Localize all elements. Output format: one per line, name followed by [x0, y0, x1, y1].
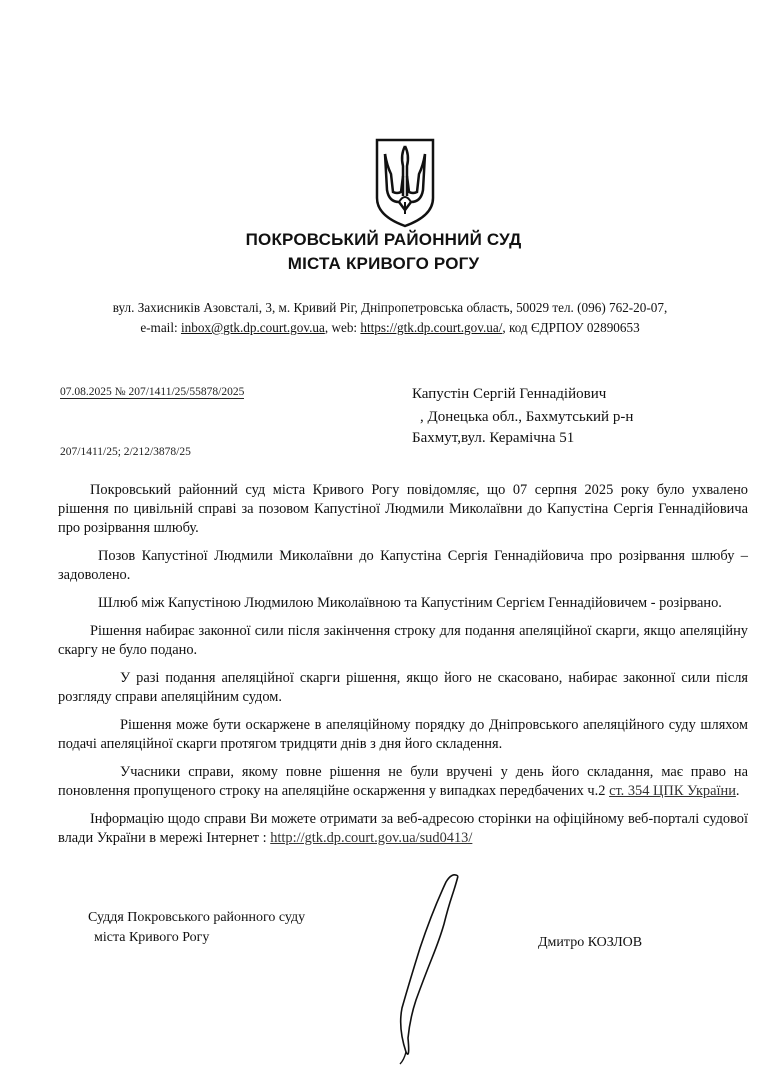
paragraph-restore-term: [58, 763, 748, 801]
paragraph-appeal-effect: У разі подання апеляційної скарги рішення, якщо його не скасовано, набирає законної сили після розгляду справи апеляційним судом.: [58, 670, 748, 705]
web-link[interactable]: https://gtk.dp.court.gov.ua/: [360, 320, 503, 335]
article-354-link[interactable]: ст. 354 ЦПК України: [609, 783, 736, 799]
trident-emblem-icon: [373, 136, 437, 228]
addressee-street: Бахмут,вул. Керамічна 51: [412, 430, 575, 446]
email-link[interactable]: inbox@gtk.dp.court.gov.ua: [180, 320, 325, 335]
letter-body: [58, 481, 748, 857]
addressee-name: Капустін Сергій Геннадійович: [412, 386, 607, 402]
paragraph-legal-force: Рішення набирає законної сили після закінчення строку для подання апеляційної скарги, якщо апеляційну скаргу не було подано.: [58, 623, 748, 658]
edrpou-code: , код ЄДРПОУ 02890653: [502, 320, 640, 335]
court-contacts: [40, 320, 740, 336]
judge-position-line1: Суддя Покровського районного суду: [88, 910, 306, 925]
court-portal-link[interactable]: http://gtk.dp.court.gov.ua/sud0413/: [270, 830, 473, 846]
paragraph-claim-granted: Позов Капустіної Людмили Миколаївни до Капустіна Сергія Геннадійовича про розірвання шлюбу – задоволено.: [58, 548, 748, 583]
handwritten-signature: [380, 868, 480, 1068]
restore-term-text: Учасники справи, якому повне рішення не були вручені у день його складання, має право на поновлення пропущеного строку на апеляційне оскарження у випадках передбачених ч.2: [58, 764, 748, 799]
paragraph-divorce: Шлюб між Капустіною Людмилою Миколаївною та Капустіним Сергієм Геннадійовичем - розірвано.: [98, 595, 722, 611]
web-prefix: , web:: [324, 320, 361, 335]
paragraph-info-portal: [58, 810, 748, 848]
info-portal-text: Інформацію щодо справи Ви можете отримати за веб-адресою сторінки на офіційному веб-порталі судової влади України в мережі Інтернет :: [58, 811, 748, 846]
court-title-line1: ПОКРОВСЬКИЙ РАЙОННИЙ СУД: [245, 230, 522, 249]
case-numbers: 207/1411/25; 2/212/3878/25: [60, 446, 191, 458]
paragraph-appeal-court: Рішення може бути оскаржене в апеляційному порядку до Дніпровського апеляційного суду шляхом подачі апеляційної скарги протягом тридцяти днів з дня його складення.: [58, 717, 748, 752]
outgoing-reference: [60, 386, 244, 398]
paragraph-decision: Покровський районний суд міста Кривого Рогу повідомляє, що 07 серпня 2025 року було ухвалено рішення по цивільній справі за позовом Капустіної Людмили Миколаївни до Капустіна Сергія Геннадійовича про розірвання шлюбу.: [58, 482, 748, 536]
addressee-region: , Донецька обл., Бахмутський р-н: [420, 409, 634, 425]
email-prefix: e-mail:: [140, 320, 181, 335]
court-address: вул. Захисників Азовсталі, 3, м. Кривий Ріг, Дніпропетровська область, 50029 тел. (096) 762-20-07,: [112, 300, 668, 315]
court-title-line2: МІСТА КРИВОГО РОГУ: [287, 254, 480, 273]
restore-term-end: .: [735, 783, 740, 799]
judge-name: Дмитро КОЗЛОВ: [538, 935, 643, 950]
date-number: 07.08.2025 № 207/1411/25/55878/2025: [60, 386, 245, 398]
judge-position-line2: міста Кривого Рогу: [94, 930, 210, 945]
